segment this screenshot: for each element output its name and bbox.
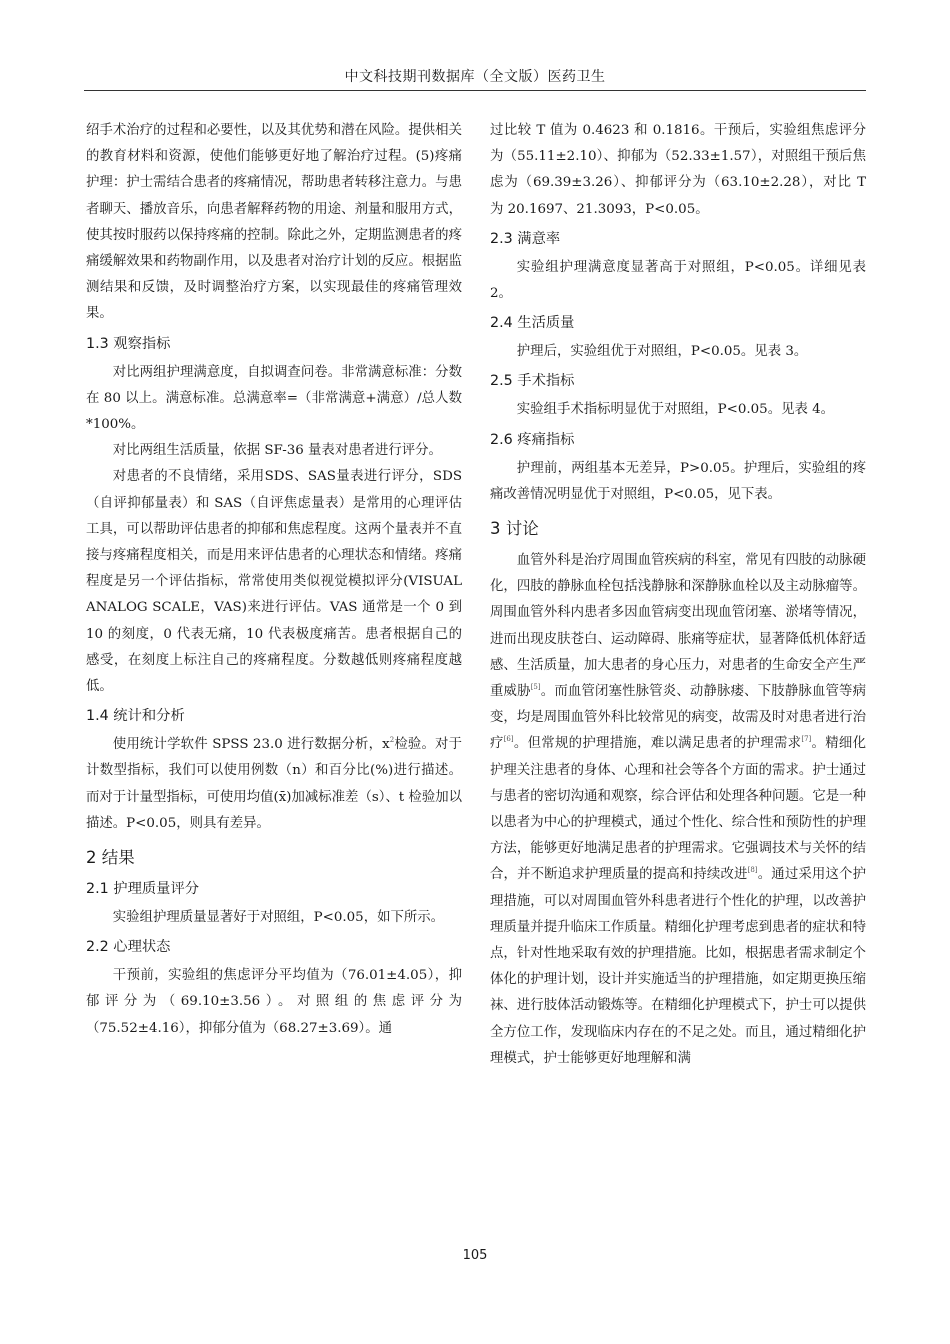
discussion-text-e: 。通过采用这个护理措施，可以对周围血管外科患者进行个性化的护理，以改善护理质量并提升临床工作质量。精细化护理考虑到患者的症状和特点，针对性地采取有效的护理措施。比如，根据患者需求制定个体化的护理计划，设计并实施适当的护理措施，如定期更换压缩袜、进行肢体活动锻炼等。在精细化护理模式下，护士可以提供全方位工作，发现临床内存在的不足之处。而且，通过精细化护理模式，护士能够更好地理解和满 <box>490 867 866 1066</box>
citation-7: [7] <box>801 735 812 744</box>
heading-1-4-statistics: 1.4 统计和分析 <box>86 708 185 725</box>
paragraph-discussion <box>490 548 866 1072</box>
header-rule <box>84 90 866 91</box>
citation-5: [5] <box>530 683 541 692</box>
right-column <box>490 118 866 1072</box>
statistics-text-b: 检验。对于计数型指标，我们可以使用例数（n）和百分比(%)进行描述。而对于计量型指标，可使用均值(x̄)加减标准差（s）、t 检验加以描述。P<0.05，则具有差异。 <box>86 737 463 831</box>
paragraph-satisfaction: 实验组护理满意度显著高于对照组，P<0.05。详细见表 2。 <box>490 259 866 302</box>
heading-2-5-surgical-indicators: 2.5 手术指标 <box>490 373 575 390</box>
discussion-text-d: 。精细化护理关注患者的身体、心理和社会等各个方面的需求。护士通过与患者的密切沟通和观察，综合评估和处理各种问题。它是一种以患者为中心的护理模式，通过个性化、综合性和预防性的护理方法，能够更好地满足患者的护理需求。它强调技术与关怀的结合，并不断追求护理质量的提高和持续改进 <box>490 736 867 883</box>
discussion-text-b: 。而血管闭塞性脉管炎、动静脉瘘、下肢静脉血管等病变，均是周围血管外科比较常见的病变，故需及时对患者进行治疗 <box>490 684 867 752</box>
left-column <box>86 118 462 1042</box>
statistics-text-a: 使用统计学软件 SPSS 23.0 进行数据分析，x <box>112 737 390 753</box>
paragraph-quality-of-life: 对比两组生活质量，依据 SF-36 量表对患者进行评分。 <box>112 443 442 459</box>
heading-3-discussion: 3 讨论 <box>490 519 539 539</box>
paragraph-surgical-indicators: 实验组手术指标明显优于对照组，P<0.05。见表 4。 <box>516 402 835 418</box>
paragraph-nursing-pain-care: 绍手术治疗的过程和必要性，以及其优势和潜在风险。提供相关的教育材料和资源，使他们能够更好地了解治疗过程。(5)疼痛护理：护士需结合患者的疼痛情况，帮助患者转移注意力。与患者聊天、播放音乐，向患者解释药物的用途、剂量和服用方式，使其按时服药以保持疼痛的控制。除此之外，定期监测患者的疼痛缓解效果和药物副作用，以及患者对治疗计划的反应。根据监测结果和反馈，及时调整治疗方案，以实现最佳的疼痛管理效果。 <box>86 123 462 322</box>
paragraph-nursing-quality: 实验组护理质量显著好于对照组，P<0.05，如下所示。 <box>112 910 445 926</box>
paragraph-pain-indicators: 护理前，两组基本无差异，P>0.05。护理后，实验组的疼痛改善情况明显优于对照组，P<0.05，见下表。 <box>490 460 866 502</box>
paragraph-satisfaction-criteria: 对比两组护理满意度，自拟调查问卷。非常满意标准：分数在 80 以上。满意标准。总满意率=（非常满意+满意）/总人数*100%。 <box>86 364 462 433</box>
paragraph-life-quality-result: 护理后，实验组优于对照组，P<0.05。见表 3。 <box>516 344 808 360</box>
heading-2-3-satisfaction: 2.3 满意率 <box>490 230 561 247</box>
citation-6: [6] <box>503 735 514 744</box>
heading-2-results: 2 结果 <box>86 848 135 868</box>
heading-2-1-nursing-quality: 2.1 护理质量评分 <box>86 881 200 898</box>
heading-2-6-pain-indicators: 2.6 疼痛指标 <box>490 431 575 448</box>
page-number: 105 <box>462 1248 488 1263</box>
superscript-2: 2 <box>389 736 395 745</box>
discussion-text-c: 。但常规的护理措施，难以满足患者的护理需求 <box>513 736 802 752</box>
heading-1-3-observation-indicators: 1.3 观察指标 <box>86 335 171 352</box>
discussion-text-a: 血管外科是治疗周围血管疾病的科室，常见有四肢的动脉硬化，四肢的静脉血栓包括浅静脉和深静脉血栓以及主动脉瘤等。周围血管外科内患者多因血管病变出现血管闭塞、淤堵等情况，进而出现皮肤苍白、运动障碍、胀痛等症状，显著降低机体舒适感、生活质量，加大患者的身心压力，对患者的生命安全产生严重威胁 <box>490 553 866 700</box>
paragraph-statistics <box>86 732 462 837</box>
paragraph-psychological-continued: 过比较 T 值为 0.4623 和 0.1816。干预后，实验组焦虑评分为（55.11±2.10）、抑郁为（52.33±1.57），对照组干预后焦虑为（69.39±3.26）、抑郁评分为（63.10±2.28），对比 T 为 20.1697、21.3093，P<0.05。 <box>490 123 866 217</box>
journal-header: 中文科技期刊数据库（全文版）医药卫生 <box>344 69 606 85</box>
heading-2-2-psychological-state: 2.2 心理状态 <box>86 939 171 956</box>
citation-8: [8] <box>747 866 758 875</box>
heading-2-4-quality-of-life: 2.4 生活质量 <box>490 315 575 332</box>
paragraph-sds-sas-vas: 对患者的不良情绪，采用SDS、SAS量表进行评分，SDS（自评抑郁量表）和 SAS（自评焦虑量表）是常用的心理评估工具，可以帮助评估患者的抑郁和焦虑程度。这两个量表并不直接与疼痛程度相关，而是用来评估患者的心理状态和情绪。疼痛程度是另一个评估指标，常常使用类似视觉模拟评分(VISUAL ANALOG SCALE，VAS)来进行评估。VAS 通常是一个 0 到 10 的刻度，0 代表无痛，10 代表极度痛苦。患者根据自己的感受，在刻度上标注自己的疼痛程度。分数越低则疼痛程度越低。 <box>86 469 462 695</box>
paragraph-psychological-state: 干预前，实验组的焦虑评分平均值为（76.01±4.05），抑郁评分为（69.10±3.56）。对照组的焦虑评分为（75.52±4.16），抑郁分值为（68.27±3.69）。通 <box>86 968 462 1036</box>
